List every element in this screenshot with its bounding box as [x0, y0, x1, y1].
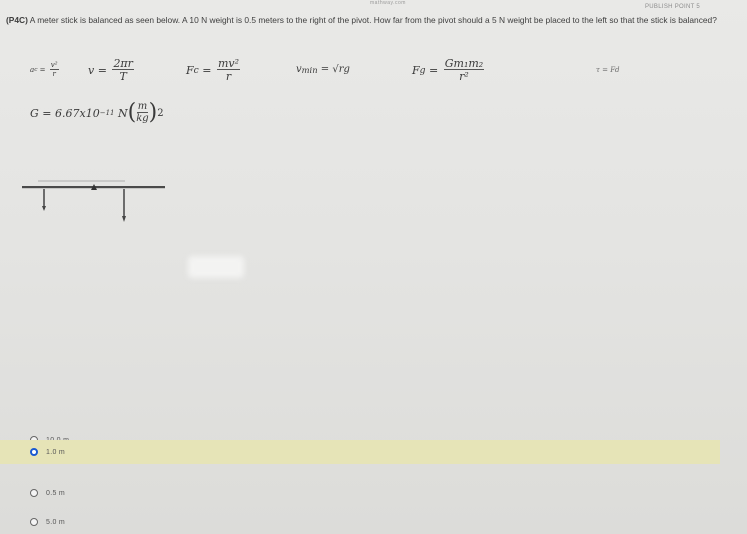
torque-formula: τ = Fd — [596, 66, 620, 74]
option-0-5m[interactable] — [30, 483, 65, 503]
option-5-0m[interactable] — [30, 512, 65, 532]
gravitational-constant: G = 6.67x10 −11 N ( m kg ) 2 — [30, 100, 164, 125]
meter-stick-diagram — [20, 176, 170, 236]
option-label: 0.5 m — [46, 489, 66, 497]
radio-selected-icon[interactable] — [30, 448, 38, 456]
formula-row — [30, 58, 730, 92]
radio-icon[interactable] — [30, 518, 38, 526]
left-arrow-icon — [42, 206, 46, 211]
blur-artifact — [188, 256, 244, 278]
centripetal-accel-formula: a c = $\frac{\text{v²}}{r}$ — [30, 61, 58, 78]
radio-icon[interactable] — [30, 489, 38, 497]
vmin-formula: v min = √rg — [296, 64, 350, 75]
question-text — [6, 15, 741, 25]
gravity-formula: F g = $\frac{\text{Gm₁m₂}}{\text{r²}}$ — [412, 57, 484, 83]
option-label: 1.0 m — [46, 448, 66, 456]
right-arrow-icon — [122, 216, 126, 222]
centripetal-force-formula: F c = $\frac{\text{mv²}}{r}$ — [186, 57, 240, 83]
option-label: 5.0 m — [46, 518, 66, 526]
top-url-text: mathway.com — [370, 0, 406, 6]
option-1-0m[interactable] — [0, 440, 720, 464]
points-label: PUBLISH POINT 5 — [645, 4, 701, 10]
question-body: A meter stick is balanced as seen below. A 10 N weight is 0.5 meters to the right of the pivot. How far from the pivot should a 5 N weight be placed to the left so that the stick is balanced? — [29, 15, 717, 25]
velocity-formula: v = $\frac{2\pi r}{T}$ — [88, 57, 133, 83]
question-number: (P4C) — [6, 15, 28, 25]
